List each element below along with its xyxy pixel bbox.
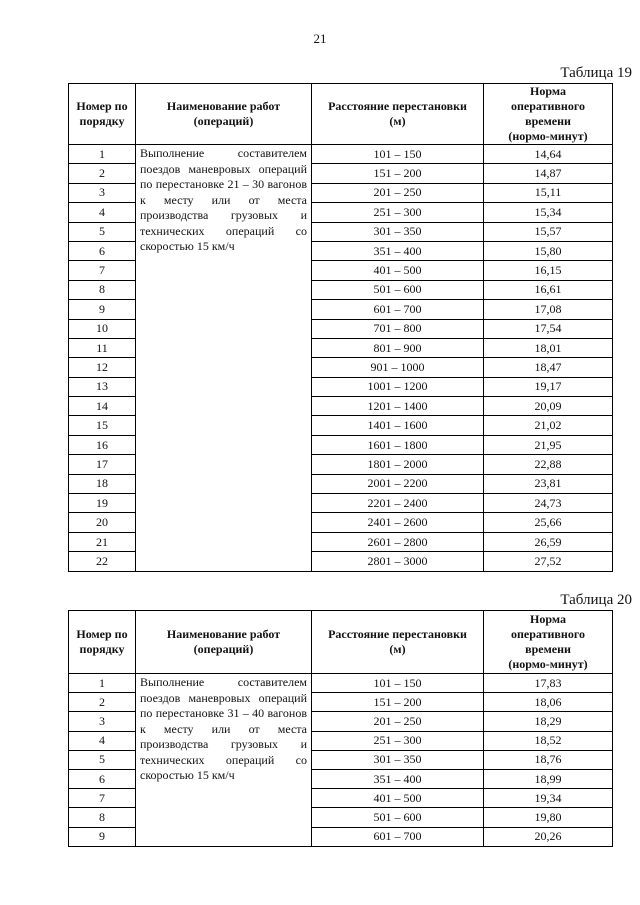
table-row <box>69 145 613 164</box>
header-operation-line: (операций) <box>193 114 254 128</box>
distance-range: 1201 – 1400 <box>312 397 484 416</box>
header-number-line: Номер по <box>76 99 128 113</box>
row-number: 16 <box>69 435 136 454</box>
header-number-line: Номер по <box>76 627 128 641</box>
norm-time-value: 17,54 <box>484 319 613 338</box>
row-number: 18 <box>69 474 136 493</box>
row-number: 11 <box>69 338 136 357</box>
distance-range: 251 – 300 <box>312 203 484 222</box>
norm-table-19 <box>68 83 613 572</box>
row-number: 15 <box>69 416 136 435</box>
row-number: 3 <box>69 183 136 202</box>
header-norm-line: Норма <box>530 84 566 98</box>
row-number: 14 <box>69 397 136 416</box>
operation-description: Выполнение составителем поездов маневровых операций по перестановке 31 – 40 вагонов к месту или от места производства грузовых и технических операций со скоростью 15 км/ч <box>140 675 307 782</box>
row-number: 8 <box>69 280 136 299</box>
row-number: 8 <box>69 808 136 827</box>
row-number: 9 <box>69 300 136 319</box>
norm-time-value: 19,17 <box>484 377 613 396</box>
header-operation <box>136 611 312 674</box>
header-norm-line: оперативного <box>511 627 585 641</box>
header-number-line: порядку <box>79 114 125 128</box>
distance-range: 301 – 350 <box>312 222 484 241</box>
operation-description: Выполнение составителем поездов маневровых операций по перестановке 21 – 30 вагонов к месту или от места производства грузовых и технических операций со скоростью 15 км/ч <box>140 146 307 253</box>
norm-time-value: 18,47 <box>484 358 613 377</box>
distance-range: 251 – 300 <box>312 731 484 750</box>
distance-range: 601 – 700 <box>312 827 484 846</box>
row-number: 6 <box>69 769 136 788</box>
norm-time-value: 27,52 <box>484 552 613 571</box>
row-number: 19 <box>69 494 136 513</box>
distance-range: 401 – 500 <box>312 261 484 280</box>
header-norm-line: времени <box>525 642 571 656</box>
header-norm-line: оперативного <box>511 99 585 113</box>
table-19-title: Таблица 19 <box>560 65 632 81</box>
norm-time-value: 26,59 <box>484 532 613 551</box>
header-norm-line: (нормо-минут) <box>508 657 588 671</box>
header-operation-line: (операций) <box>193 642 254 656</box>
distance-range: 351 – 400 <box>312 769 484 788</box>
norm-time-value: 21,95 <box>484 435 613 454</box>
header-operation-line: Наименование работ <box>166 627 281 641</box>
row-number: 13 <box>69 377 136 396</box>
norm-time-value: 18,76 <box>484 750 613 769</box>
row-number: 2 <box>69 164 136 183</box>
norm-time-value: 16,61 <box>484 280 613 299</box>
row-number: 20 <box>69 513 136 532</box>
header-distance <box>312 611 484 674</box>
norm-time-value: 16,15 <box>484 261 613 280</box>
row-number: 7 <box>69 261 136 280</box>
distance-range: 151 – 200 <box>312 693 484 712</box>
distance-range: 101 – 150 <box>312 674 484 693</box>
norm-time-value: 25,66 <box>484 513 613 532</box>
row-number: 5 <box>69 222 136 241</box>
distance-range: 101 – 150 <box>312 145 484 164</box>
distance-range: 1801 – 2000 <box>312 455 484 474</box>
row-number: 1 <box>69 674 136 693</box>
distance-range: 301 – 350 <box>312 750 484 769</box>
norm-time-value: 19,34 <box>484 789 613 808</box>
row-number: 4 <box>69 731 136 750</box>
header-distance-line: Расстояние перестановки <box>328 99 467 113</box>
norm-table-20 <box>68 610 613 847</box>
norm-time-value: 15,34 <box>484 203 613 222</box>
header-norm-line: (нормо-минут) <box>508 129 588 143</box>
norm-time-value: 15,11 <box>484 183 613 202</box>
header-row <box>69 611 613 674</box>
norm-time-value: 24,73 <box>484 494 613 513</box>
norm-time-value: 20,09 <box>484 397 613 416</box>
distance-range: 801 – 900 <box>312 338 484 357</box>
distance-range: 1401 – 1600 <box>312 416 484 435</box>
row-number: 4 <box>69 203 136 222</box>
header-operation-line: Наименование работ <box>166 99 281 113</box>
distance-range: 2801 – 3000 <box>312 552 484 571</box>
norm-time-value: 23,81 <box>484 474 613 493</box>
row-number: 6 <box>69 241 136 260</box>
header-norm <box>484 611 613 674</box>
distance-range: 501 – 600 <box>312 808 484 827</box>
distance-range: 151 – 200 <box>312 164 484 183</box>
norm-time-value: 18,06 <box>484 693 613 712</box>
norm-time-value: 17,83 <box>484 674 613 693</box>
norm-time-value: 19,80 <box>484 808 613 827</box>
distance-range: 401 – 500 <box>312 789 484 808</box>
page-number: 21 <box>313 31 327 46</box>
norm-time-value: 17,08 <box>484 300 613 319</box>
row-number: 2 <box>69 693 136 712</box>
distance-range: 501 – 600 <box>312 280 484 299</box>
norm-time-value: 18,52 <box>484 731 613 750</box>
norm-time-value: 18,29 <box>484 712 613 731</box>
header-norm <box>484 84 613 145</box>
distance-range: 901 – 1000 <box>312 358 484 377</box>
distance-range: 201 – 250 <box>312 183 484 202</box>
norm-time-value: 22,88 <box>484 455 613 474</box>
row-number: 7 <box>69 789 136 808</box>
operation-description-cell <box>136 674 312 847</box>
table-20-title: Таблица 20 <box>560 592 632 608</box>
norm-time-value: 20,26 <box>484 827 613 846</box>
header-number <box>69 611 136 674</box>
header-operation <box>136 84 312 145</box>
header-number <box>69 84 136 145</box>
header-distance-line: (м) <box>389 114 406 128</box>
norm-time-value: 14,64 <box>484 145 613 164</box>
norm-time-value: 21,02 <box>484 416 613 435</box>
distance-range: 1601 – 1800 <box>312 435 484 454</box>
row-number: 5 <box>69 750 136 769</box>
header-number-line: порядку <box>79 642 125 656</box>
row-number: 21 <box>69 532 136 551</box>
row-number: 12 <box>69 358 136 377</box>
distance-range: 701 – 800 <box>312 319 484 338</box>
row-number: 22 <box>69 552 136 571</box>
header-distance <box>312 84 484 145</box>
norm-time-value: 18,01 <box>484 338 613 357</box>
distance-range: 2201 – 2400 <box>312 494 484 513</box>
distance-range: 201 – 250 <box>312 712 484 731</box>
table-row <box>69 674 613 693</box>
row-number: 17 <box>69 455 136 474</box>
distance-range: 1001 – 1200 <box>312 377 484 396</box>
header-norm-line: Норма <box>530 612 566 626</box>
row-number: 1 <box>69 145 136 164</box>
header-distance-line: Расстояние перестановки <box>328 627 467 641</box>
row-number: 3 <box>69 712 136 731</box>
header-norm-line: времени <box>525 114 571 128</box>
row-number: 9 <box>69 827 136 846</box>
norm-time-value: 15,80 <box>484 241 613 260</box>
norm-time-value: 15,57 <box>484 222 613 241</box>
distance-range: 2401 – 2600 <box>312 513 484 532</box>
distance-range: 2601 – 2800 <box>312 532 484 551</box>
header-row <box>69 84 613 145</box>
norm-time-value: 18,99 <box>484 769 613 788</box>
operation-description-cell <box>136 145 312 572</box>
row-number: 10 <box>69 319 136 338</box>
header-distance-line: (м) <box>389 642 406 656</box>
distance-range: 351 – 400 <box>312 241 484 260</box>
distance-range: 2001 – 2200 <box>312 474 484 493</box>
norm-time-value: 14,87 <box>484 164 613 183</box>
distance-range: 601 – 700 <box>312 300 484 319</box>
